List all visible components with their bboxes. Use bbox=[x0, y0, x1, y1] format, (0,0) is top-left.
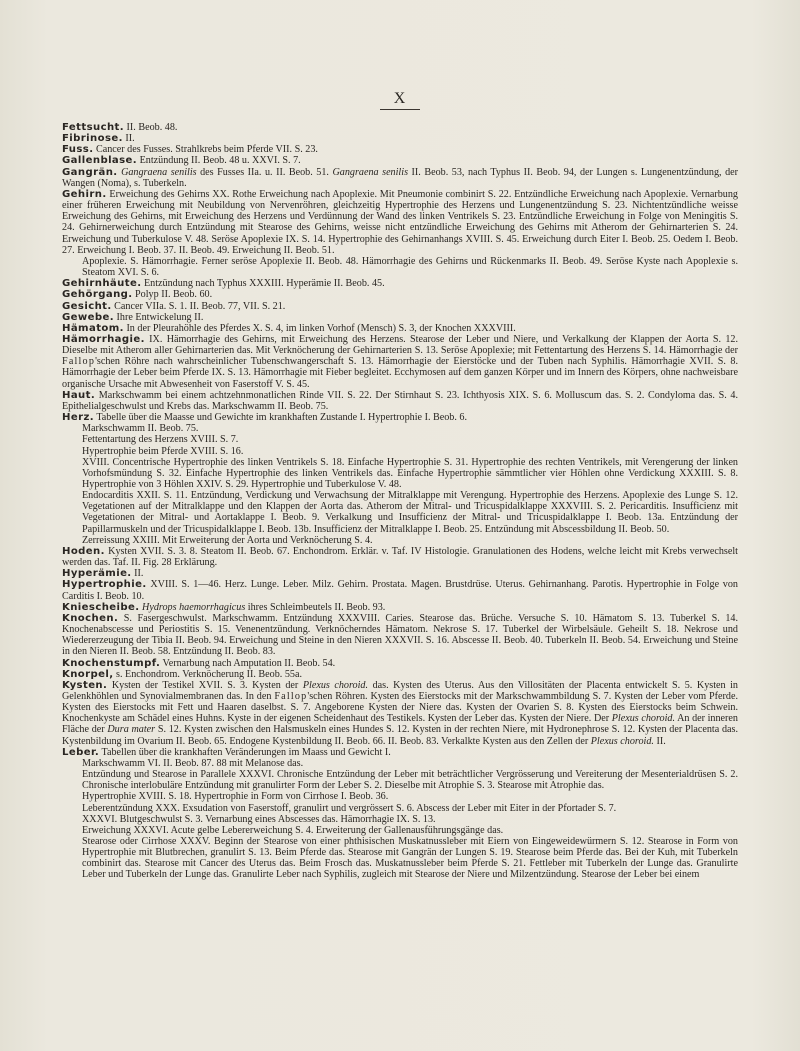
index-keyword: Hyperämie. bbox=[62, 568, 132, 580]
index-keyword: Gangrän. bbox=[62, 166, 118, 178]
index-subentry bbox=[62, 256, 738, 278]
index-keyword: Gewebe. bbox=[62, 311, 115, 323]
index-keyword: Gehirnhäute. bbox=[62, 278, 142, 290]
index-keyword: Fuss. bbox=[62, 144, 94, 156]
entry-text: S. Fasergeschwulst. Markschwamm. Entzündung XXXVIII. Caries. Stearose das. Brüche. Versuche S. 10. Hämatom S. 13. Tuberkel S. 14. Knochenabscesse und Periostitis S. 15. Venenentzündung. Verknöcherndes Hämatom. Nekrose S. 17. Tuberkel der Wirbelsäule. Geheilt S. 18. Nekrose und Wiedererzeugung der Tibia II. Beob. 94. Erweichung und Steine in den Nieren XXXVII. S. 16. Abscesse II. Beob. 40. Tuberkeln II. Beob. 54. Erweichung und Steine in den Nieren II. Beob. 58. Entzündung II. Beob. 83. bbox=[62, 612, 738, 658]
entry-text: S. 12. Kysten zwischen den Halsmuskeln eines Hundes S. 12. Kysten in der rechten Niere, mit Hydronephrose S. 12. Kysten der Placenta das. Kystenbildung im Ovarium II. Beob. 65. Endogene Kystenbildung II. Beob. 66. II. Beob. 83. Verkalkte Kysten aus den Zellen der bbox=[62, 724, 738, 747]
index-entry bbox=[62, 602, 738, 613]
index-keyword: Fibrinose. bbox=[62, 133, 123, 145]
index-entry bbox=[62, 133, 738, 144]
index-keyword: Herz. bbox=[62, 412, 94, 424]
italic-term: Gangraena senilis bbox=[332, 166, 409, 178]
entry-text: Erweichung des Gehirns XX. Rothe Erweichung nach Apoplexie. Mit Pneumonie combinirt S. 22. Entzündliche Erweichung nach Apoplexie. Vernarbung einer früheren Erweichung mit Neubildung von Nervenröhren, gleichzeitig Hypertrophie des Herzens und Lungenentzündung S. 23. Nichtentzündliche weisse Erweichung des Gehirns, mit Erweichung des Herzens und Verdünnung der Wand des linken Ventrikels S. 23. Entzündliche Erweichung in Folge von Meningitis S. 24. Gehirnerweichung durch Entzündung mit Stearose des Gehirns, weisse nicht entzündliche Erweichung des Gehirns mit Atherom der Gehirnarterien S. 24. Erweichung und Tuberkulose V. 48. Seröse Apoplexie IX. S. 14. Hypertrophie des Gehirnanhangs XVIII. S. 45. Erweichung durch Eiter I. Beob. 25. Oedem I. Beob. 27. Erweichung I. Beob. 37. II. Beob. 49. Erweichung II. Beob. 51. bbox=[62, 188, 738, 256]
italic-term: Dura mater bbox=[107, 724, 156, 736]
index-entry bbox=[62, 680, 738, 747]
index-entry bbox=[62, 323, 738, 334]
entry-text: Markschwamm VI. II. Beob. 87. 88 mit Melanose das. bbox=[82, 757, 304, 769]
index-subentry bbox=[62, 825, 738, 836]
entry-text: IX. Hämorrhagie des Gehirns, mit Erweichung des Herzens. Stearose der Leber und Niere, und Verkalkung der Klappen der Aorta S. 12. Dieselbe mit Atherom aller Gehirnarterien das. Mit Verknöcherung der Gehirnarterien S. 13. Seröse Apoplexie; mit Fettentartung des Herzens S. 14. Hämorrhagie der bbox=[62, 333, 738, 357]
index-entry bbox=[62, 613, 738, 658]
entry-text: Hypertrophie XVIII. S. 18. Hypertrophie in Form von Cirrhose I. Beob. 36. bbox=[82, 791, 389, 803]
index-keyword: Gehirn. bbox=[62, 188, 107, 200]
spaced-name: Fallop bbox=[62, 356, 96, 368]
index-subentry bbox=[62, 758, 738, 769]
italic-term: Plexus choroid. bbox=[590, 735, 654, 747]
index-subentry bbox=[62, 446, 738, 457]
entry-text: s. Enchondrom. Verknöcherung II. Beob. 55a. bbox=[113, 668, 302, 680]
entry-text: Stearose oder Cirrhose XXXV. Beginn der Stearose von einer phthisischen Muskatnussleber mit Eiern von Eingeweidewürmern S. 12. Stearose in Form von Hypertrophie mit Blutbrechen, granulirt S. 13. Beim Pferde das. Stearose mit Gangrän der Lungen S. 19. Stearose beim Pferde das. Bei der Kuh, mit Tuberkeln combinirt das. Stearose mit Cancer des Uterus das. Beim Frosch das. Muskatnussleber beim Pferde S. 21. Fettleber mit Tuberkeln der Lunge das. Granulirte Leber und Tuberkeln der Lunge das. Granulirte Leber nach Syphilis, zugleich mit Stearose der Niere und Milzentzündung. Stearose der Leber bei einem bbox=[82, 836, 738, 881]
entry-text: Vernarbung nach Amputation II. Beob. 54. bbox=[160, 657, 336, 669]
index-keyword: Fettsucht. bbox=[62, 122, 125, 133]
index-entry bbox=[62, 669, 738, 680]
index-subentry bbox=[62, 423, 738, 434]
index-entry bbox=[62, 278, 738, 289]
index-keyword: Kniescheibe. bbox=[62, 601, 140, 613]
entry-text: Markschwamm bei einem achtzehnmonatlichen Rinde VII. S. 22. Der Stirnhaut S. 23. Ichthyosis XIX. S. 6. Molluscum das. S. 2. Condyloma das. S. 4. Epithelialgeschwulst und Krebs das. Markschwamm II. Beob. 75. bbox=[62, 389, 738, 412]
entry-text: II. bbox=[131, 568, 144, 580]
entry-text: Kysten XVII. S. 3. 8. Steatom II. Beob. 67. Enchondrom. Erklär. v. Taf. IV Histologie. Granulationen des Hodens, welche leicht mit Krebs verwechselt werden das. Taf. II. Fig. 28 Erklärung. bbox=[62, 545, 738, 569]
entry-text: II. Beob. 53, nach Typhus II. Beob. 94, der Lungen s. Lungenentzündung, der Wangen (Noma), s. Tuberkeln. bbox=[62, 166, 739, 189]
entry-text: Erweichung XXXVI. Acute gelbe Lebererweichung S. 4. Erweiterung der Gallenausführungsgänge das. bbox=[82, 824, 504, 836]
entry-text: des Fusses IIa. u. II. Beob. 51. bbox=[196, 166, 333, 178]
index-keyword: Haut. bbox=[62, 389, 96, 401]
index-entry bbox=[62, 155, 738, 166]
index-keyword: Leber. bbox=[62, 746, 100, 758]
entry-text: XVIII. S. 1—46. Herz. Lunge. Leber. Milz. Gehirn. Prostata. Magen. Brustdrüse. Uterus. Gehirnanhang. Parotis. Hypertrophie in Folge von Carditis I. Beob. 10. bbox=[62, 579, 738, 602]
entry-text: Entzündung nach Typhus XXXIII. Hyperämie II. Beob. 45. bbox=[141, 278, 385, 290]
index-text bbox=[62, 122, 738, 881]
index-keyword: Knochenstumpf. bbox=[62, 657, 161, 669]
spaced-name: Fallop bbox=[274, 690, 308, 702]
index-subentry bbox=[62, 769, 738, 791]
index-subentry bbox=[62, 535, 738, 546]
entry-text: An der inneren Fläche der bbox=[62, 713, 738, 736]
index-entry bbox=[62, 189, 738, 256]
entry-text: II. bbox=[122, 133, 135, 145]
page-number: X bbox=[380, 90, 421, 110]
italic-term: Plexus choroid. bbox=[302, 679, 369, 691]
entry-text: Entzündung und Stearose in Parallele XXXVI. Chronische Entzündung der Leber mit beträchtlicher Vergrösserung und Vereiterung der Mesenterialdrüsen S. 2. Chronische interlobuläre Entzündung mit granulirter Form der Leber S. 2. Dieselbe mit Atrophie S. 3. Stearose mit Atrophie das. bbox=[82, 769, 738, 792]
italic-term: Hydrops haemorrhagicus bbox=[142, 601, 246, 613]
entry-text: Markschwamm II. Beob. 75. bbox=[82, 423, 199, 435]
index-keyword: Hämorrhagie. bbox=[62, 333, 145, 345]
index-subentry bbox=[62, 814, 738, 825]
entry-text: Zerreissung XXIII. Mit Erweiterung der Aorta und Verknöcherung S. 4. bbox=[82, 534, 373, 546]
index-subentry bbox=[62, 434, 738, 445]
entry-text: Polyp II. Beob. 60. bbox=[132, 289, 213, 301]
entry-text: 'schen Röhren. Kysten des Eierstocks mit der Markschwammbildung S. 7. Kysten der Leber vom Pferde. Kysten des Eierstocks mit Fett und Haaren daselbst. S. 7. Angeborene Kysten der Niere das. Kysten der Ovarien S. 8. Kysten des Eierstocks beim Schwein. Knochenkyste am Schädel eines Huhns. Kyste in der eigenen Scheidenhaut des Testikels. Kysten der Leber das. Kysten der Niere. Der bbox=[62, 690, 739, 725]
entry-text: Kysten der Testikel XVII. S. 3. Kysten der bbox=[107, 679, 303, 691]
entry-text: II. Beob. 48. bbox=[124, 122, 178, 133]
index-subentry bbox=[62, 803, 738, 814]
entry-text: Hypertrophie beim Pferde XVIII. S. 16. bbox=[82, 445, 244, 457]
index-entry bbox=[62, 334, 738, 390]
index-entry bbox=[62, 747, 738, 758]
entry-text: Tabellen über die krankhaften Veränderungen im Maass und Gewicht I. bbox=[99, 746, 391, 758]
entry-text: Leberentzündung XXX. Exsudation von Faserstoff, granulirt und vergrössert S. 6. Abscess der Leber mit Eiter in der Pfortader S. 7. bbox=[82, 802, 617, 814]
italic-term: Plexus choroid. bbox=[611, 713, 676, 725]
entry-text: Cancer des Fusses. Strahlkrebs beim Pferde VII. S. 23. bbox=[93, 144, 318, 156]
index-keyword: Hoden. bbox=[62, 545, 105, 557]
entry-text: ihres Schleimbeutels II. Beob. 93. bbox=[245, 601, 386, 613]
index-entry bbox=[62, 122, 738, 133]
entry-text: Endocarditis XXII. S. 11. Entzündung, Verdickung und Verwachsung der Mitralklappe mit Verengung. Hypertrophie des Herzens. Apoplexie des Lunge S. 12. Vegetationen auf der Mitralklappe und den Klappen der Aorta das. Atherom der Mitral- und Tricuspidalklappe XXXVIII. S. 2. Pericarditis. Insufficienz mit Vegetationen der Mitral- und Aortaklappe I. Beob. 9. Verkalkung und Insufficienz der Mitral- und Tricuspidalklappe I. Beob. 13a. Entzündung der Papillarmuskeln und der Tricuspidalklappe I. Beob. 13b. Insufficienz der Mitralklappe I. Beob. 25. Entzündung mit Abscessbildung II. Beob. 50. bbox=[82, 490, 738, 535]
index-keyword: Gehörgang. bbox=[62, 289, 133, 301]
index-entry bbox=[62, 568, 738, 579]
index-entry bbox=[62, 546, 738, 568]
index-entry bbox=[62, 579, 738, 601]
entry-text: Fettentartung des Herzens XVIII. S. 7. bbox=[82, 434, 239, 446]
entry-text: Tabelle über die Maasse und Gewichte im krankhaften Zustande I. Hypertrophie I. Beob. 6. bbox=[93, 412, 468, 424]
index-keyword: Gesicht. bbox=[62, 300, 112, 312]
index-entry bbox=[62, 301, 738, 312]
index-subentry bbox=[62, 791, 738, 802]
index-entry bbox=[62, 312, 738, 323]
index-keyword: Knorpel, bbox=[62, 668, 114, 680]
index-subentry bbox=[62, 457, 738, 490]
index-entry bbox=[62, 390, 738, 412]
index-entry bbox=[62, 412, 738, 423]
italic-term: Gangraena senilis bbox=[121, 166, 197, 178]
index-entry bbox=[62, 144, 738, 155]
entry-text: XVIII. Concentrische Hypertrophie des linken Ventrikels S. 18. Einfache Hypertrophie S. 31. Hypertrophie des rechten Ventrikels, mit Verengerung der linken Vorhofsmündung S. 32. Einfache Hypertrophie des linken Ventrikels das. Einfache Hypertrophie sämmtlicher vier Höhlen ohne Verdickung XXXIII. S. 8. Hypertrophie von 3 Höhlen XXIV. S. 29. Hypertrophie und Tuberkulose V. 48. bbox=[82, 456, 738, 490]
entry-text: Apoplexie. S. Hämorrhagie. Ferner seröse Apoplexie II. Beob. 48. Hämorrhagie des Gehirns und Rückenmarks II. Beob. 49. Seröse Kyste nach Apoplexie s. Steatom XVI. S. 6. bbox=[82, 255, 738, 279]
index-entry bbox=[62, 167, 738, 189]
index-keyword: Kysten. bbox=[62, 679, 108, 691]
entry-text: In der Pleurahöhle des Pferdes X. S. 4, im linken Vorhof (Mensch) S. 3, der Knochen XXXVIII. bbox=[123, 322, 516, 334]
index-subentry bbox=[62, 490, 738, 535]
entry-text: Ihre Entwickelung II. bbox=[114, 311, 204, 323]
index-subentry bbox=[62, 836, 738, 881]
entry-text: II. bbox=[653, 735, 666, 747]
page-header bbox=[0, 88, 800, 110]
entry-text: 'schen Röhre nach wahrscheinlicher Tubenschwangerschaft S. 13. Hämorrhagie der Eierstöcke und der Tuben nach Syphilis. Hämorrhagie XVII. S. 8. Hämorrhagie der Leber beim Pferde IX. S. 13. Hämorrhagie mit Fieber begleitet. Ecchymosen auf dem ganzen Körper und im Innern des Körpers, ohne nachweisbare organische Ursache mit Abwesenheit von Faserstoff V. S. 45. bbox=[62, 356, 738, 390]
index-keyword: Hämatom. bbox=[62, 322, 124, 334]
index-entry bbox=[62, 289, 738, 300]
index-keyword: Gallenblase. bbox=[62, 155, 138, 167]
entry-text: Entzündung II. Beob. 48 u. XXVI. S. 7. bbox=[137, 155, 301, 167]
index-keyword: Knochen. bbox=[62, 612, 119, 624]
index-keyword: Hypertrophie. bbox=[62, 579, 147, 591]
entry-text: Cancer VIIa. S. 1. II. Beob. 77, VII. S. 21. bbox=[111, 300, 286, 312]
entry-text: XXXVI. Blutgeschwulst S. 3. Vernarbung eines Abscesses das. Hämorrhagie IX. S. 13. bbox=[82, 813, 436, 825]
index-entry bbox=[62, 658, 738, 669]
entry-text: das. Kysten des Uterus. Aus den Villositäten der Placenta entwickelt S. 5. Kysten in Gelenkhöhlen und Synovialmembranen das. In den bbox=[62, 679, 738, 702]
